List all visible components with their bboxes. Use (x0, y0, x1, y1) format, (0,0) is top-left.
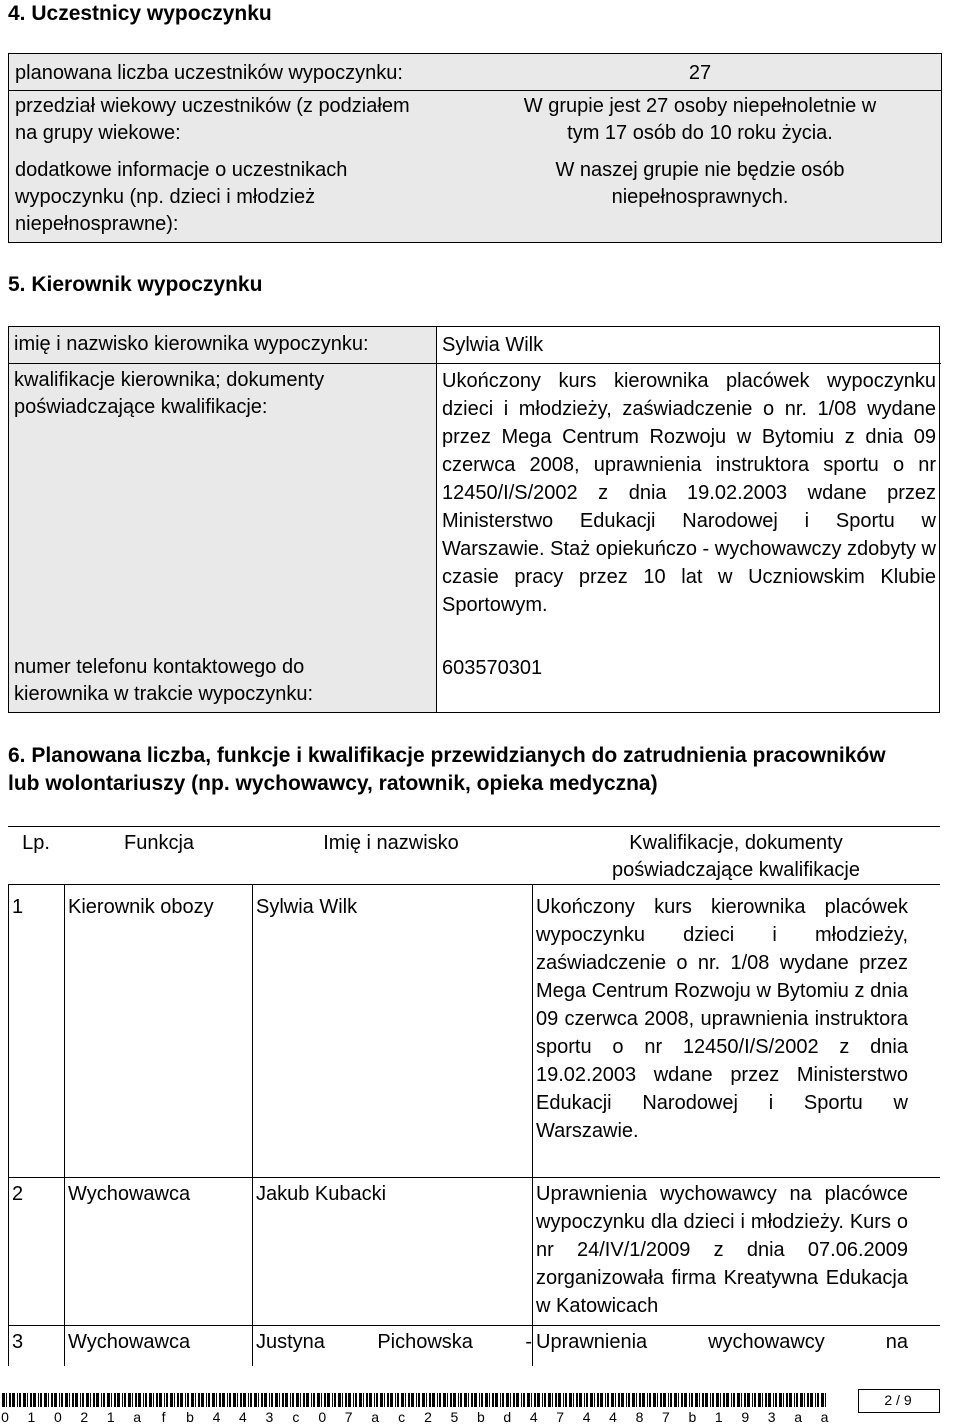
barcode-char: c (398, 1409, 406, 1425)
phone-value: 603570301 (442, 657, 543, 679)
age-range-label-1: przedział wiekowy uczestników (z podziałem (15, 95, 410, 117)
barcode-char: a (794, 1409, 803, 1425)
divider (9, 363, 437, 364)
divider (8, 1325, 940, 1326)
barcode-char: 0 (318, 1409, 327, 1425)
barcode-char: 3 (265, 1409, 274, 1425)
participants-table (8, 53, 942, 243)
extra-info-label-1: dodatkowe informacje o uczestnikach (15, 159, 348, 181)
barcode-char: b (476, 1409, 485, 1425)
barcode-char: 4 (582, 1409, 591, 1425)
barcode-char: 4 (609, 1409, 617, 1425)
row-3-lp: 3 (12, 1331, 24, 1353)
column-divider (64, 884, 65, 1366)
planned-count-value: 27 (688, 62, 712, 84)
row-3-qualifications: Uprawnienia wychowawcy na (536, 1331, 908, 1353)
barcode-char: 9 (741, 1409, 750, 1425)
leader-name-value: Sylwia Wilk (442, 334, 544, 356)
barcode-char: 4 (212, 1409, 221, 1425)
age-range-label-2: na grupy wiekowe: (15, 122, 181, 144)
barcode-char: 4 (529, 1409, 538, 1425)
barcode-char: 0 (1, 1409, 9, 1425)
row-2-name: Jakub Kubacki (256, 1183, 387, 1205)
extra-info-label-2: wypoczynku (np. dzieci i młodzież (15, 186, 316, 208)
barcode-char: 3 (767, 1409, 776, 1425)
section-6-title-line-2: lub wolontariuszy (np. wychowawcy, ratownik, opieka medyczna) (8, 772, 658, 795)
qualifications-label-2: poświadczające kwalifikacje: (14, 396, 268, 418)
qualifications-label-1: kwalifikacje kierownika; dokumenty (14, 369, 325, 391)
barcode-char: d (503, 1409, 512, 1425)
barcode-char: 7 (344, 1409, 353, 1425)
row-2-lp: 2 (12, 1183, 24, 1205)
barcode-char: a (820, 1409, 829, 1425)
qualifications-value: Ukończony kurs kierownika placówek wypoczynku dzieci i młodzieży, zaświadczenie o nr. 1/08 wydane przez Mega Centrum Rozwoju w Bytomiu z dnia 09 czerwca 2008, uprawnienia instruktora sportu o nr 12450/I/S/2002 z dnia 19.02.2003 wdane przez Ministerstwo Edukacji Narodowej i Sportu w Warszawie. Staż opiekuńczo - wychowawczy zdobyty w czasie pracy przez 10 lat w Uczniowskim Klubie Sportowym. (442, 370, 936, 616)
row-3-function: Wychowawca (68, 1331, 191, 1353)
age-range-value-2: tym 17 osób do 10 roku życia. (567, 122, 833, 144)
row-1-name: Sylwia Wilk (256, 896, 358, 918)
header-qualifications-2: poświadczające kwalifikacje (612, 859, 860, 881)
barcode-char: 2 (80, 1409, 89, 1425)
planned-count-label: planowana liczba uczestników wypoczynku: (15, 62, 403, 84)
barcode-char: 5 (450, 1409, 459, 1425)
header-qualifications-1: Kwalifikacje, dokumenty (629, 832, 843, 854)
row-1-lp: 1 (12, 896, 24, 918)
page-number: 2 / 9 (884, 1392, 912, 1408)
row-1-qualifications: Ukończony kurs kierownika placówek wypoczynku dzieci i młodzieży, zaświadczenie o nr. 1/08 wydane przez Mega Centrum Rozwoju w Bytomiu z dnia 09 czerwca 2008, uprawnienia instruktora sportu o nr 12450/I/S/2002 z dnia 19.02.2003 wdane przez Ministerstwo Edukacji Narodowej i Sportu w Warszawie. (536, 896, 908, 1142)
column-divider (532, 884, 533, 1366)
extra-info-label-3: niepełnosprawne): (15, 213, 179, 235)
barcode-graphic (0, 1393, 830, 1407)
divider (437, 363, 941, 364)
row-2-qualifications: Uprawnienia wychowawcy na placówce wypoczynku dla dzieci i młodzieży. Kurs o nr 24/IV/1/2009 z dnia 07.06.2009 zorganizowała firma Kreatywna Edukacja w Katowicach (536, 1183, 908, 1317)
divider (8, 884, 940, 885)
header-name: Imię i nazwisko (323, 832, 459, 854)
leader-name-label: imię i nazwisko kierownika wypoczynku: (14, 333, 369, 355)
barcode-char: 0 (53, 1409, 62, 1425)
barcode-char: 7 (556, 1409, 565, 1425)
barcode-char: 1 (106, 1409, 115, 1425)
section-4-title: 4. Uczestnicy wypoczynku (8, 2, 272, 25)
section-5-title: 5. Kierownik wypoczynku (8, 273, 263, 296)
column-divider (8, 884, 9, 1366)
barcode-char: a (371, 1409, 380, 1425)
divider (9, 90, 941, 91)
barcode-characters (0, 1408, 830, 1426)
column-divider (252, 884, 253, 1366)
staff-table (8, 826, 940, 1366)
barcode-char: 1 (714, 1409, 723, 1425)
header-lp: Lp. (22, 832, 50, 854)
extra-info-value-2: niepełnosprawnych. (611, 186, 789, 208)
barcode-char: b (186, 1409, 194, 1425)
divider (8, 1177, 940, 1178)
barcode-char: 4 (239, 1409, 247, 1425)
barcode-char: 1 (27, 1409, 36, 1425)
barcode-char: 8 (635, 1409, 644, 1425)
leader-table (8, 326, 940, 713)
barcode-char: f (161, 1409, 166, 1425)
extra-info-value-1: W naszej grupie nie będzie osób (555, 159, 845, 181)
section-6-title-line-1: 6. Planowana liczba, funkcje i kwalifikacje przewidzianych do zatrudnienia pracowników (8, 744, 886, 767)
barcode-char: 7 (662, 1409, 670, 1425)
barcode-char: c (292, 1409, 300, 1425)
header-function: Funkcja (123, 832, 195, 854)
phone-label-1: numer telefonu kontaktowego do (14, 656, 305, 678)
barcode-char: 2 (424, 1409, 432, 1425)
row-1-function: Kierownik obozy (68, 896, 214, 918)
barcode-char: b (688, 1409, 697, 1425)
phone-label-2: kierownika w trakcie wypoczynku: (14, 683, 313, 705)
barcode-char: a (133, 1409, 142, 1425)
row-3-name: Justyna Pichowska - (256, 1331, 532, 1353)
row-2-function: Wychowawca (68, 1183, 191, 1205)
age-range-value-1: W grupie jest 27 osoby niepełnoletnie w (523, 95, 877, 117)
